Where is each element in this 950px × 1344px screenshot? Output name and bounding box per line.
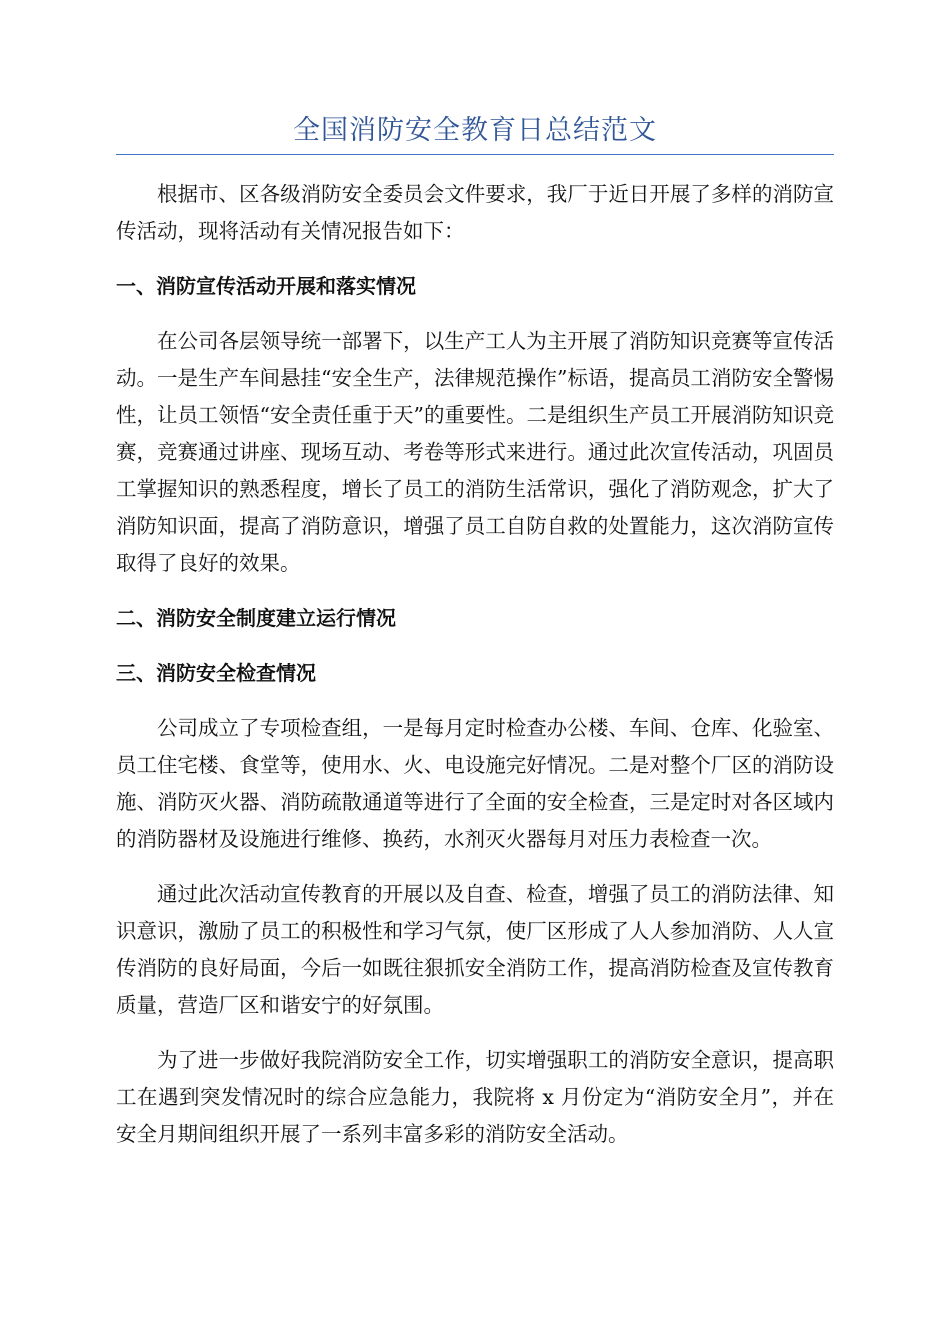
title-underline — [116, 154, 834, 155]
section-heading-2: 二、消防安全制度建立运行情况 — [116, 606, 396, 630]
section-3-paragraph: 公司成立了专项检查组，一是每月定时检查办公楼、车间、仓库、化验室、员工住宅楼、食堂等，使用水、火、电设施完好情况。二是对整个厂区的消防设施、消防灭火器、消防疏散通道等进行了全面的安全检查，三是定时对各区域内的消防器材及设施进行维修、换药，水剂灭火器每月对压力表检查一次。 — [116, 716, 834, 851]
section-1-paragraph: 在公司各层领导统一部署下，以生产工人为主开展了消防知识竞赛等宣传活动。一是生产车间悬挂“安全生产，法律规范操作”标语，提高员工消防安全警惕性，让员工领悟“安全责任重于天”的重要性。二是组织生产员工开展消防知识竞赛，竞赛通过讲座、现场互动、考卷等形式来进行。通过此次宣传活动，巩固员工掌握知识的熟悉程度，增长了员工的消防生活常识，强化了消防观念，扩大了消防知识面，提高了消防意识，增强了员工自防自救的处置能力，这次消防宣传取得了良好的效果。 — [116, 329, 834, 575]
document-body — [116, 176, 834, 1171]
safety-month-paragraph: 为了进一步做好我院消防安全工作，切实增强职工的消防安全意识，提高职工在遇到突发情况时的综合应急能力，我院将 x 月份定为“消防安全月”，并在安全月期间组织开展了一系列丰富多彩的消防安全活动。 — [116, 1048, 834, 1146]
intro-paragraph: 根据市、区各级消防安全委员会文件要求，我厂于近日开展了多样的消防宣传活动，现将活动有关情况报告如下： — [116, 182, 834, 243]
summary-paragraph: 通过此次活动宣传教育的开展以及自查、检查，增强了员工的消防法律、知识意识，激励了员工的积极性和学习气氛，使厂区形成了人人参加消防、人人宣传消防的良好局面，今后一如既往狠抓安全消防工作，提高消防检查及宣传教育质量，营造厂区和谐安宁的好氛围。 — [116, 882, 834, 1017]
document-title: 全国消防安全教育日总结范文 — [293, 115, 657, 146]
section-heading-3: 三、消防安全检查情况 — [116, 661, 316, 685]
section-heading-1: 一、消防宣传活动开展和落实情况 — [116, 274, 416, 298]
